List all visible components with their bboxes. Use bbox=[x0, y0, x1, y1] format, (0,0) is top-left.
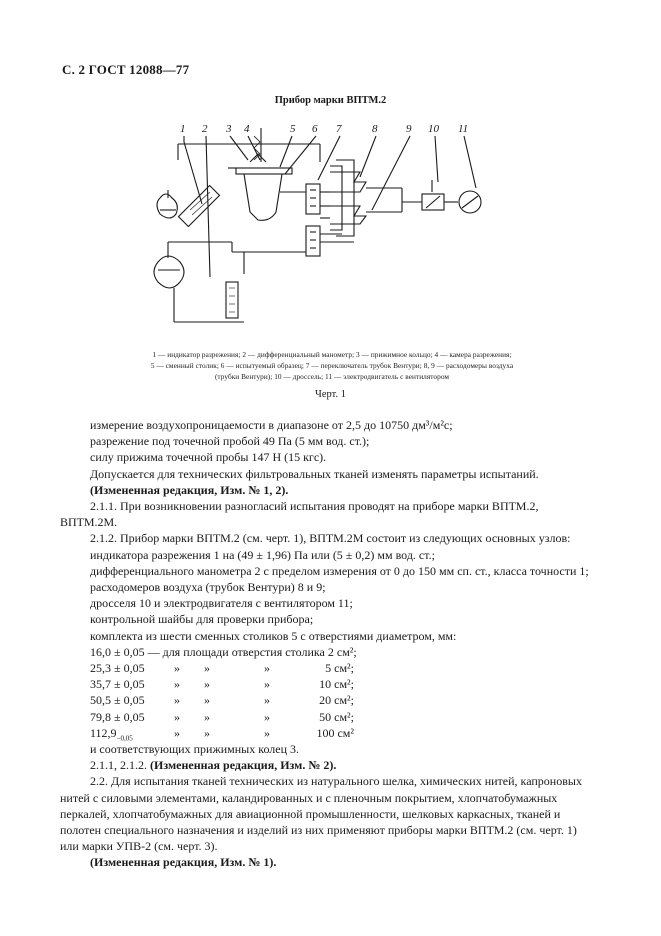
page-header: С. 2 ГОСТ 12088—77 bbox=[62, 62, 190, 77]
ditto-mark: » bbox=[264, 709, 270, 724]
area-cell: 5 см²; bbox=[325, 661, 354, 676]
ditto-mark: » bbox=[174, 725, 180, 740]
legend-line: (трубки Вентури); 10 — дроссель; 11 — электродвигатель с вентилятором bbox=[214, 372, 450, 381]
body-text bbox=[60, 417, 600, 871]
callout-2: 2 bbox=[202, 123, 208, 135]
area-cell: 20 см²; bbox=[319, 693, 354, 708]
legend-line: 1 — индикатор разрежения; 2 — дифференциальный манометр; 3 — прижимное кольцо; 4 — камера разрежения; bbox=[152, 350, 512, 359]
table-row bbox=[90, 692, 600, 708]
ditto-mark: » bbox=[204, 677, 210, 692]
callout-7: 7 bbox=[336, 123, 342, 135]
diameter-cell: 25,3 ± 0,05 bbox=[90, 661, 145, 676]
text-line: или марки УПВ-2 (см. черт. 3). bbox=[60, 839, 218, 854]
callout-9: 9 bbox=[406, 123, 412, 135]
diameter-value: 112,9 bbox=[90, 725, 117, 740]
callout-10: 10 bbox=[428, 123, 439, 135]
list-item: и соответствующих прижимных колец 3. bbox=[90, 741, 300, 756]
legend-line: 5 — сменный столик; 6 — испытуемый образец; 7 — переключатель трубок Вентури; 8, 9 — расходомеры воздуха bbox=[150, 361, 514, 370]
text-line: 2.1.1. При возникновении разногласий испытания проводят на приборе марки ВПТМ.2, bbox=[90, 499, 539, 514]
ditto-mark: » bbox=[204, 693, 210, 708]
callout-8: 8 bbox=[372, 123, 378, 135]
diameter-cell: 50,5 ± 0,05 bbox=[90, 693, 145, 708]
figure-title: Прибор марки ВПТМ.2 bbox=[274, 95, 387, 106]
clause-ref: 2.1.1, 2.1.2. bbox=[90, 758, 150, 773]
ditto-mark: » bbox=[174, 661, 180, 676]
callout-3: 3 bbox=[226, 123, 232, 135]
area-cell: 10 см²; bbox=[319, 677, 354, 692]
amendment-note: (Измененная редакция, Изм. № 2). bbox=[150, 758, 337, 773]
ditto-mark: » bbox=[174, 677, 180, 692]
callout-5: 5 bbox=[290, 123, 296, 135]
device-schematic bbox=[140, 112, 520, 337]
table-row bbox=[90, 660, 600, 676]
tolerance-subscript: −0,05 bbox=[116, 734, 133, 743]
table-row bbox=[90, 709, 600, 725]
text-line: измерение воздухопроницаемости в диапазоне от 2,5 до 10750 дм³/м²с; bbox=[90, 418, 453, 432]
diameter-cell: 35,7 ± 0,05 bbox=[90, 677, 145, 692]
table-row bbox=[90, 676, 600, 692]
callout-1: 1 bbox=[180, 123, 186, 135]
amendment-line bbox=[90, 757, 600, 773]
callout-11: 11 bbox=[458, 123, 469, 135]
table-row bbox=[90, 725, 600, 741]
list-item: контрольной шайбы для проверки прибора; bbox=[90, 612, 314, 627]
text-line: Допускается для технических фильтровальных тканей изменять параметры испытаний. bbox=[90, 466, 539, 481]
area-cell: 100 см² bbox=[316, 725, 354, 740]
ditto-mark: » bbox=[174, 693, 180, 708]
ditto-mark: » bbox=[204, 725, 210, 740]
figure-caption: Черт. 1 bbox=[315, 389, 346, 400]
ditto-mark: » bbox=[264, 661, 270, 676]
text-line: нитей с силовыми элементами, каландированных и с пленочным покрытием, хлопчатобумажных bbox=[60, 790, 558, 805]
text-line: 2.1.2. Прибор марки ВПТМ.2 (см. черт. 1), ВПТМ.2М состоит из следующих основных узлов: bbox=[90, 531, 571, 546]
ditto-mark: » bbox=[204, 709, 210, 724]
text-line: полотен специального назначения и изделий из них применяют приборы марки ВПТМ.2 (см. черт. 1) bbox=[60, 823, 577, 837]
callout-6: 6 bbox=[312, 123, 318, 135]
text-line: 2.2. Для испытания тканей технических из натурального шелка, химических нитей, капроновых bbox=[90, 774, 582, 789]
figure-legend bbox=[62, 349, 602, 382]
callout-4: 4 bbox=[244, 123, 250, 135]
list-item: дросселя 10 и электродвигателя с вентилятором 11; bbox=[90, 596, 353, 611]
diameter-cell: 79,8 ± 0,05 bbox=[90, 709, 145, 724]
amendment-note: (Измененная редакция, Изм. № 1). bbox=[90, 855, 277, 870]
ditto-mark: » bbox=[204, 661, 210, 676]
text-line: разрежение под точечной пробой 49 Па (5 мм вод. ст.); bbox=[90, 434, 370, 449]
area-cell: 50 см²; bbox=[319, 709, 354, 724]
text-line: перкалей, хлопчатобумажных для авиационной промышленности, шелковых каркасных, тканей и bbox=[60, 806, 561, 821]
list-item: 16,0 ± 0,05 — для площади отверстия столика 2 см²; bbox=[90, 644, 357, 659]
ditto-mark: » bbox=[174, 709, 180, 724]
text-line: силу прижима точечной пробы 147 Н (15 кгс). bbox=[90, 450, 327, 465]
list-item: расходомеров воздуха (трубок Вентури) 8 и 9; bbox=[90, 580, 326, 595]
ditto-mark: » bbox=[264, 677, 270, 692]
list-item: индикатора разрежения 1 на (49 ± 1,96) Па или (5 ± 0,2) мм вод. ст.; bbox=[90, 547, 435, 562]
text-line: ВПТМ.2М. bbox=[60, 515, 118, 530]
list-item: дифференциального манометра 2 с пределом измерения от 0 до 150 мм сп. ст., класса точности 1; bbox=[90, 563, 589, 578]
ditto-mark: » bbox=[264, 725, 270, 740]
list-item: комплекта из шести сменных столиков 5 с отверстиями диаметром, мм: bbox=[90, 628, 457, 643]
amendment-note: (Измененная редакция, Изм. № 1, 2). bbox=[90, 482, 289, 497]
ditto-mark: » bbox=[264, 693, 270, 708]
